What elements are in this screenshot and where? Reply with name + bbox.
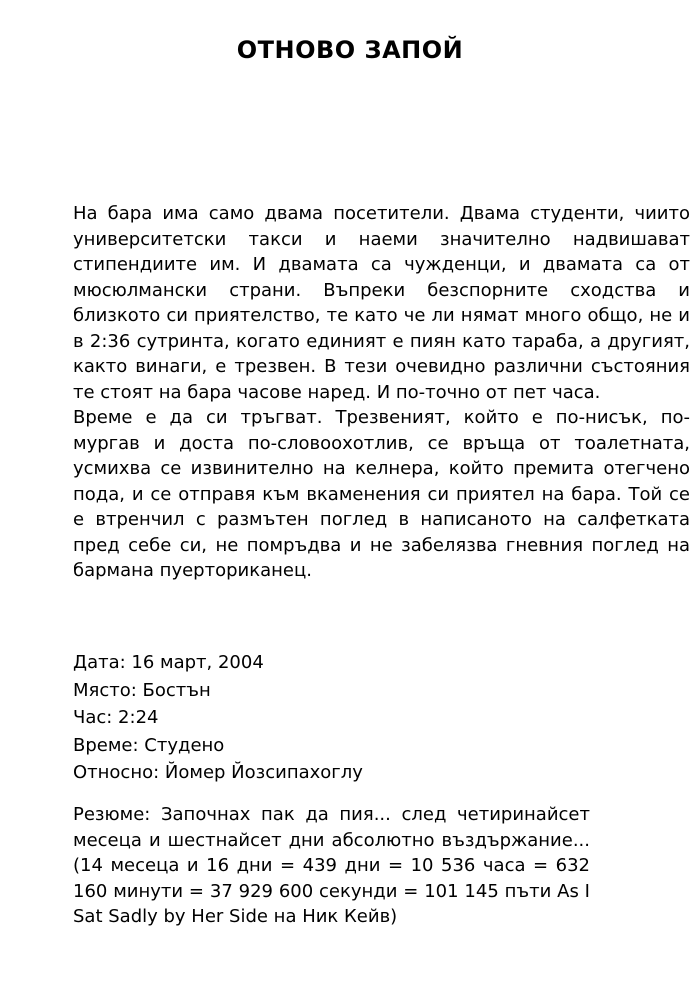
meta-subject: Относно: Йомер Йозсипахоглу bbox=[73, 762, 363, 783]
page-title: ОТНОВО ЗАПОЙ bbox=[236, 36, 464, 64]
paragraph-2: Време е да си тръгват. Трезвеният, който е по-нисък, по-мургав и доста по-словоохотлив, се връща от тоалетната, усмихва се извинително на келнера, който премита отегчено пода, и се отправя към вкаменения си приятел на бара. Той се е втренчил с размътен поглед в написаното на салфетката пред себе си, не помръдва и не забелязва гневния поглед на бармана пуерториканец. bbox=[73, 407, 690, 581]
meta-time: Час: 2:24 bbox=[73, 707, 159, 728]
meta-date: Дата: 16 март, 2004 bbox=[73, 652, 264, 673]
paragraph-1: На бара има само двама посетители. Двама студенти, чиито университетски такси и наеми значително надвишават стипендиите им. И двамата са чужденци, и двамата са от мюсюлмански страни. Въпреки безспорните сходства и близкото си приятелство, те като че ли нямат много общо, не и в 2:36 сутринта, когато единият е пиян като тараба, а другият, както винаги, е трезвен. В тези очевидно различни състояния те стоят на бара часове наред. И по-точно от пет часа. bbox=[73, 203, 690, 403]
meta-weather: Време: Студено bbox=[73, 734, 225, 756]
story-body bbox=[73, 201, 690, 584]
summary-paragraph: Резюме: Започнах пак да пия... след четиринайсет месеца и шестнайсет дни абсолютно въздържание... (14 месеца и 16 дни = 439 дни = 10 536 часа = 632 160 минути = 37 929 600 секунди = 101 145 пъти As I Sat Sadly by Her Side на Ник Кейв) bbox=[73, 804, 590, 927]
meta-place: Място: Бостън bbox=[73, 679, 211, 701]
metadata-block bbox=[73, 649, 363, 787]
